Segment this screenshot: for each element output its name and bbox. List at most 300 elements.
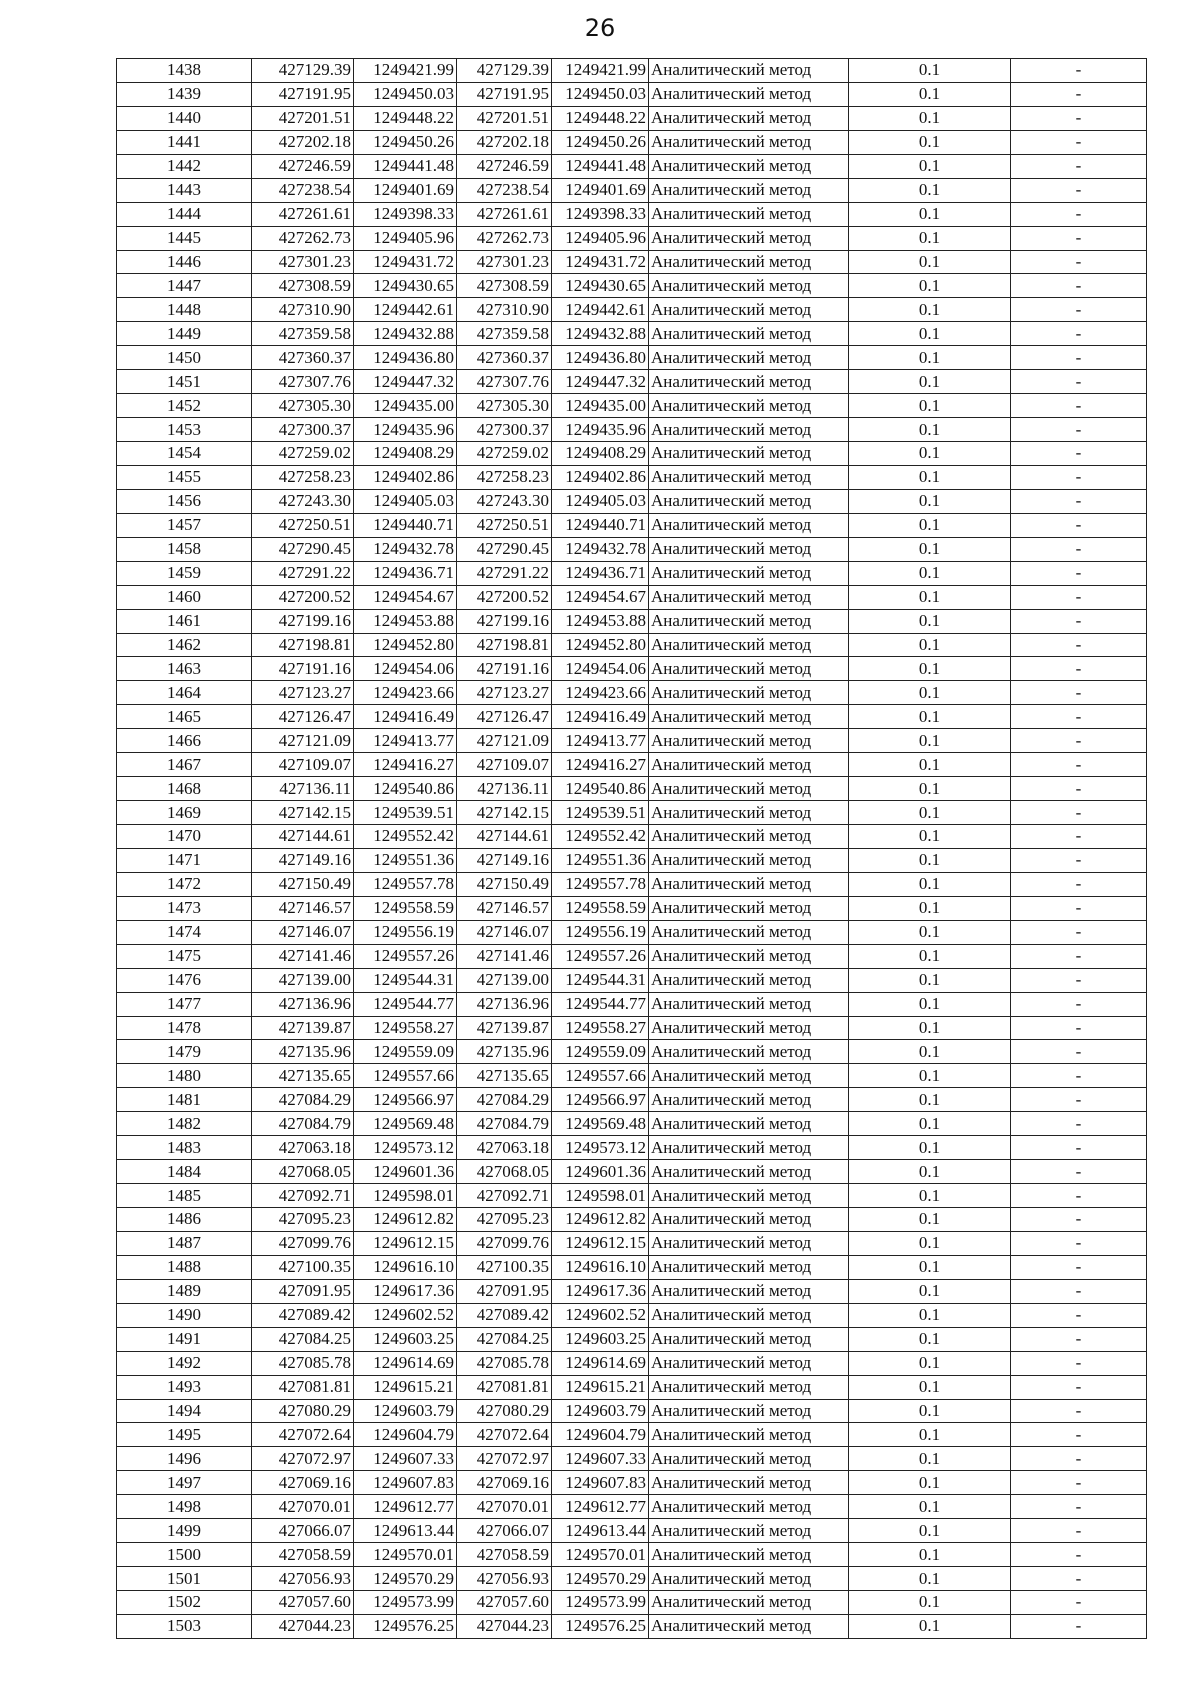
- note-cell: -: [1011, 465, 1147, 489]
- table-row: [117, 250, 1147, 274]
- x-coordinate-cell: 427068.05: [252, 1160, 354, 1184]
- x-coordinate-cell: 427136.11: [457, 777, 552, 801]
- point-number-cell: 1472: [117, 872, 252, 896]
- x-coordinate-cell: 427360.37: [252, 346, 354, 370]
- point-number-cell: 1464: [117, 681, 252, 705]
- note-cell: -: [1011, 1040, 1147, 1064]
- x-coordinate-cell: 427126.47: [252, 705, 354, 729]
- y-coordinate-cell: 1249432.88: [354, 322, 457, 346]
- accuracy-cell: 0.1: [849, 896, 1011, 920]
- x-coordinate-cell: 427291.22: [252, 561, 354, 585]
- method-cell: Аналитический метод: [649, 1136, 849, 1160]
- y-coordinate-cell: 1249430.65: [552, 274, 649, 298]
- y-coordinate-cell: 1249408.29: [354, 442, 457, 466]
- y-coordinate-cell: 1249601.36: [354, 1160, 457, 1184]
- x-coordinate-cell: 427066.07: [252, 1519, 354, 1543]
- x-coordinate-cell: 427146.57: [252, 896, 354, 920]
- x-coordinate-cell: 427072.97: [457, 1447, 552, 1471]
- x-coordinate-cell: 427198.81: [457, 633, 552, 657]
- y-coordinate-cell: 1249569.48: [354, 1112, 457, 1136]
- note-cell: -: [1011, 681, 1147, 705]
- x-coordinate-cell: 427056.93: [252, 1567, 354, 1591]
- table-row: [117, 154, 1147, 178]
- point-number-cell: 1462: [117, 633, 252, 657]
- y-coordinate-cell: 1249573.12: [552, 1136, 649, 1160]
- accuracy-cell: 0.1: [849, 705, 1011, 729]
- y-coordinate-cell: 1249539.51: [552, 801, 649, 825]
- x-coordinate-cell: 427089.42: [252, 1303, 354, 1327]
- y-coordinate-cell: 1249436.71: [552, 561, 649, 585]
- y-coordinate-cell: 1249551.36: [354, 848, 457, 872]
- note-cell: -: [1011, 489, 1147, 513]
- x-coordinate-cell: 427063.18: [457, 1136, 552, 1160]
- accuracy-cell: 0.1: [849, 1519, 1011, 1543]
- point-number-cell: 1463: [117, 657, 252, 681]
- y-coordinate-cell: 1249436.71: [354, 561, 457, 585]
- point-number-cell: 1499: [117, 1519, 252, 1543]
- y-coordinate-cell: 1249544.31: [552, 968, 649, 992]
- x-coordinate-cell: 427069.16: [252, 1471, 354, 1495]
- note-cell: -: [1011, 346, 1147, 370]
- note-cell: -: [1011, 1231, 1147, 1255]
- y-coordinate-cell: 1249614.69: [552, 1351, 649, 1375]
- y-coordinate-cell: 1249603.25: [354, 1327, 457, 1351]
- y-coordinate-cell: 1249454.67: [354, 585, 457, 609]
- x-coordinate-cell: 427081.81: [457, 1375, 552, 1399]
- accuracy-cell: 0.1: [849, 872, 1011, 896]
- method-cell: Аналитический метод: [649, 1591, 849, 1615]
- note-cell: -: [1011, 1208, 1147, 1232]
- x-coordinate-cell: 427072.97: [252, 1447, 354, 1471]
- x-coordinate-cell: 427149.16: [252, 848, 354, 872]
- method-cell: Аналитический метод: [649, 130, 849, 154]
- point-number-cell: 1442: [117, 154, 252, 178]
- accuracy-cell: 0.1: [849, 1399, 1011, 1423]
- method-cell: Аналитический метод: [649, 202, 849, 226]
- y-coordinate-cell: 1249435.96: [354, 418, 457, 442]
- x-coordinate-cell: 427238.54: [252, 178, 354, 202]
- y-coordinate-cell: 1249612.15: [552, 1231, 649, 1255]
- y-coordinate-cell: 1249617.36: [552, 1279, 649, 1303]
- y-coordinate-cell: 1249607.83: [354, 1471, 457, 1495]
- y-coordinate-cell: 1249416.49: [354, 705, 457, 729]
- x-coordinate-cell: 427057.60: [252, 1591, 354, 1615]
- note-cell: -: [1011, 1375, 1147, 1399]
- note-cell: -: [1011, 920, 1147, 944]
- table-row: [117, 1591, 1147, 1615]
- y-coordinate-cell: 1249558.27: [552, 1016, 649, 1040]
- method-cell: Аналитический метод: [649, 106, 849, 130]
- point-number-cell: 1487: [117, 1231, 252, 1255]
- accuracy-cell: 0.1: [849, 1040, 1011, 1064]
- accuracy-cell: 0.1: [849, 322, 1011, 346]
- table-row: [117, 59, 1147, 83]
- y-coordinate-cell: 1249416.27: [552, 753, 649, 777]
- y-coordinate-cell: 1249405.03: [552, 489, 649, 513]
- y-coordinate-cell: 1249613.44: [354, 1519, 457, 1543]
- point-number-cell: 1498: [117, 1495, 252, 1519]
- y-coordinate-cell: 1249448.22: [354, 106, 457, 130]
- x-coordinate-cell: 427290.45: [457, 537, 552, 561]
- accuracy-cell: 0.1: [849, 1064, 1011, 1088]
- y-coordinate-cell: 1249598.01: [552, 1184, 649, 1208]
- y-coordinate-cell: 1249435.96: [552, 418, 649, 442]
- method-cell: Аналитический метод: [649, 154, 849, 178]
- x-coordinate-cell: 427191.16: [252, 657, 354, 681]
- y-coordinate-cell: 1249401.69: [552, 178, 649, 202]
- y-coordinate-cell: 1249454.06: [552, 657, 649, 681]
- x-coordinate-cell: 427080.29: [457, 1399, 552, 1423]
- x-coordinate-cell: 427123.27: [252, 681, 354, 705]
- table-row: [117, 178, 1147, 202]
- x-coordinate-cell: 427200.52: [252, 585, 354, 609]
- accuracy-cell: 0.1: [849, 1351, 1011, 1375]
- y-coordinate-cell: 1249441.48: [552, 154, 649, 178]
- method-cell: Аналитический метод: [649, 657, 849, 681]
- point-number-cell: 1486: [117, 1208, 252, 1232]
- x-coordinate-cell: 427308.59: [457, 274, 552, 298]
- x-coordinate-cell: 427301.23: [252, 250, 354, 274]
- accuracy-cell: 0.1: [849, 489, 1011, 513]
- accuracy-cell: 0.1: [849, 1184, 1011, 1208]
- accuracy-cell: 0.1: [849, 1567, 1011, 1591]
- y-coordinate-cell: 1249557.26: [354, 944, 457, 968]
- x-coordinate-cell: 427261.61: [252, 202, 354, 226]
- note-cell: -: [1011, 394, 1147, 418]
- note-cell: -: [1011, 1016, 1147, 1040]
- point-number-cell: 1495: [117, 1423, 252, 1447]
- point-number-cell: 1483: [117, 1136, 252, 1160]
- x-coordinate-cell: 427199.16: [457, 609, 552, 633]
- x-coordinate-cell: 427100.35: [457, 1255, 552, 1279]
- y-coordinate-cell: 1249432.78: [354, 537, 457, 561]
- accuracy-cell: 0.1: [849, 1471, 1011, 1495]
- note-cell: -: [1011, 1447, 1147, 1471]
- y-coordinate-cell: 1249601.36: [552, 1160, 649, 1184]
- point-number-cell: 1439: [117, 82, 252, 106]
- x-coordinate-cell: 427126.47: [457, 705, 552, 729]
- note-cell: -: [1011, 154, 1147, 178]
- y-coordinate-cell: 1249576.25: [552, 1614, 649, 1638]
- y-coordinate-cell: 1249566.97: [354, 1088, 457, 1112]
- x-coordinate-cell: 427084.79: [252, 1112, 354, 1136]
- accuracy-cell: 0.1: [849, 1208, 1011, 1232]
- point-number-cell: 1489: [117, 1279, 252, 1303]
- note-cell: -: [1011, 896, 1147, 920]
- table-row: [117, 1399, 1147, 1423]
- table-row: [117, 825, 1147, 849]
- x-coordinate-cell: 427259.02: [457, 442, 552, 466]
- y-coordinate-cell: 1249576.25: [354, 1614, 457, 1638]
- table-row: [117, 322, 1147, 346]
- x-coordinate-cell: 427307.76: [457, 370, 552, 394]
- table-row: [117, 1160, 1147, 1184]
- point-number-cell: 1479: [117, 1040, 252, 1064]
- method-cell: Аналитический метод: [649, 394, 849, 418]
- method-cell: Аналитический метод: [649, 1423, 849, 1447]
- x-coordinate-cell: 427290.45: [252, 537, 354, 561]
- note-cell: -: [1011, 801, 1147, 825]
- x-coordinate-cell: 427142.15: [252, 801, 354, 825]
- table-row: [117, 1255, 1147, 1279]
- x-coordinate-cell: 427085.78: [252, 1351, 354, 1375]
- x-coordinate-cell: 427136.96: [252, 992, 354, 1016]
- point-number-cell: 1481: [117, 1088, 252, 1112]
- table-row: [117, 1064, 1147, 1088]
- table-row: [117, 1327, 1147, 1351]
- table-row: [117, 1040, 1147, 1064]
- x-coordinate-cell: 427199.16: [252, 609, 354, 633]
- y-coordinate-cell: 1249607.83: [552, 1471, 649, 1495]
- y-coordinate-cell: 1249558.27: [354, 1016, 457, 1040]
- method-cell: Аналитический метод: [649, 1495, 849, 1519]
- x-coordinate-cell: 427141.46: [252, 944, 354, 968]
- x-coordinate-cell: 427099.76: [252, 1231, 354, 1255]
- point-number-cell: 1491: [117, 1327, 252, 1351]
- note-cell: -: [1011, 130, 1147, 154]
- y-coordinate-cell: 1249570.29: [354, 1567, 457, 1591]
- point-number-cell: 1466: [117, 729, 252, 753]
- x-coordinate-cell: 427066.07: [457, 1519, 552, 1543]
- point-number-cell: 1476: [117, 968, 252, 992]
- x-coordinate-cell: 427135.96: [457, 1040, 552, 1064]
- table-row: [117, 1208, 1147, 1232]
- note-cell: -: [1011, 106, 1147, 130]
- x-coordinate-cell: 427307.76: [252, 370, 354, 394]
- table-row: [117, 418, 1147, 442]
- y-coordinate-cell: 1249416.27: [354, 753, 457, 777]
- point-number-cell: 1468: [117, 777, 252, 801]
- x-coordinate-cell: 427202.18: [457, 130, 552, 154]
- y-coordinate-cell: 1249603.79: [552, 1399, 649, 1423]
- y-coordinate-cell: 1249552.42: [354, 825, 457, 849]
- accuracy-cell: 0.1: [849, 226, 1011, 250]
- page-number: 26: [584, 14, 616, 42]
- coordinates-table: [116, 58, 1147, 1639]
- y-coordinate-cell: 1249604.79: [354, 1423, 457, 1447]
- table-row: [117, 585, 1147, 609]
- note-cell: -: [1011, 777, 1147, 801]
- y-coordinate-cell: 1249612.82: [354, 1208, 457, 1232]
- point-number-cell: 1501: [117, 1567, 252, 1591]
- x-coordinate-cell: 427123.27: [457, 681, 552, 705]
- point-number-cell: 1444: [117, 202, 252, 226]
- method-cell: Аналитический метод: [649, 1375, 849, 1399]
- note-cell: -: [1011, 537, 1147, 561]
- table-row: [117, 705, 1147, 729]
- table-row: [117, 1136, 1147, 1160]
- point-number-cell: 1455: [117, 465, 252, 489]
- x-coordinate-cell: 427191.95: [457, 82, 552, 106]
- table-body: [117, 59, 1147, 1639]
- accuracy-cell: 0.1: [849, 681, 1011, 705]
- method-cell: Аналитический метод: [649, 346, 849, 370]
- x-coordinate-cell: 427250.51: [457, 513, 552, 537]
- x-coordinate-cell: 427056.93: [457, 1567, 552, 1591]
- y-coordinate-cell: 1249401.69: [354, 178, 457, 202]
- method-cell: Аналитический метод: [649, 1112, 849, 1136]
- table-row: [117, 1495, 1147, 1519]
- y-coordinate-cell: 1249598.01: [354, 1184, 457, 1208]
- x-coordinate-cell: 427139.00: [252, 968, 354, 992]
- x-coordinate-cell: 427100.35: [252, 1255, 354, 1279]
- accuracy-cell: 0.1: [849, 944, 1011, 968]
- table-row: [117, 1016, 1147, 1040]
- note-cell: -: [1011, 1255, 1147, 1279]
- y-coordinate-cell: 1249558.59: [354, 896, 457, 920]
- note-cell: -: [1011, 705, 1147, 729]
- note-cell: -: [1011, 729, 1147, 753]
- table-row: [117, 896, 1147, 920]
- table-row: [117, 298, 1147, 322]
- y-coordinate-cell: 1249615.21: [552, 1375, 649, 1399]
- accuracy-cell: 0.1: [849, 729, 1011, 753]
- y-coordinate-cell: 1249447.32: [552, 370, 649, 394]
- y-coordinate-cell: 1249613.44: [552, 1519, 649, 1543]
- note-cell: -: [1011, 633, 1147, 657]
- method-cell: Аналитический метод: [649, 513, 849, 537]
- x-coordinate-cell: 427068.05: [457, 1160, 552, 1184]
- y-coordinate-cell: 1249570.01: [354, 1543, 457, 1567]
- x-coordinate-cell: 427243.30: [252, 489, 354, 513]
- point-number-cell: 1482: [117, 1112, 252, 1136]
- method-cell: Аналитический метод: [649, 968, 849, 992]
- y-coordinate-cell: 1249436.80: [552, 346, 649, 370]
- x-coordinate-cell: 427057.60: [457, 1591, 552, 1615]
- y-coordinate-cell: 1249557.26: [552, 944, 649, 968]
- method-cell: Аналитический метод: [649, 1255, 849, 1279]
- y-coordinate-cell: 1249559.09: [552, 1040, 649, 1064]
- method-cell: Аналитический метод: [649, 1279, 849, 1303]
- accuracy-cell: 0.1: [849, 753, 1011, 777]
- point-number-cell: 1494: [117, 1399, 252, 1423]
- accuracy-cell: 0.1: [849, 346, 1011, 370]
- table-row: [117, 1351, 1147, 1375]
- y-coordinate-cell: 1249435.00: [354, 394, 457, 418]
- y-coordinate-cell: 1249413.77: [552, 729, 649, 753]
- x-coordinate-cell: 427139.00: [457, 968, 552, 992]
- table-row: [117, 226, 1147, 250]
- table-row: [117, 561, 1147, 585]
- y-coordinate-cell: 1249557.66: [354, 1064, 457, 1088]
- x-coordinate-cell: 427150.49: [457, 872, 552, 896]
- point-number-cell: 1469: [117, 801, 252, 825]
- x-coordinate-cell: 427084.79: [457, 1112, 552, 1136]
- note-cell: -: [1011, 322, 1147, 346]
- x-coordinate-cell: 427360.37: [457, 346, 552, 370]
- accuracy-cell: 0.1: [849, 465, 1011, 489]
- x-coordinate-cell: 427201.51: [457, 106, 552, 130]
- x-coordinate-cell: 427198.81: [252, 633, 354, 657]
- x-coordinate-cell: 427089.42: [457, 1303, 552, 1327]
- table-row: [117, 681, 1147, 705]
- accuracy-cell: 0.1: [849, 202, 1011, 226]
- table-row: [117, 442, 1147, 466]
- y-coordinate-cell: 1249552.42: [552, 825, 649, 849]
- method-cell: Аналитический метод: [649, 59, 849, 83]
- y-coordinate-cell: 1249442.61: [552, 298, 649, 322]
- y-coordinate-cell: 1249431.72: [552, 250, 649, 274]
- method-cell: Аналитический метод: [649, 561, 849, 585]
- table-row: [117, 465, 1147, 489]
- method-cell: Аналитический метод: [649, 370, 849, 394]
- point-number-cell: 1471: [117, 848, 252, 872]
- accuracy-cell: 0.1: [849, 920, 1011, 944]
- table-row: [117, 1088, 1147, 1112]
- accuracy-cell: 0.1: [849, 633, 1011, 657]
- x-coordinate-cell: 427262.73: [252, 226, 354, 250]
- point-number-cell: 1465: [117, 705, 252, 729]
- method-cell: Аналитический метод: [649, 896, 849, 920]
- y-coordinate-cell: 1249454.06: [354, 657, 457, 681]
- note-cell: -: [1011, 1614, 1147, 1638]
- table-row: [117, 753, 1147, 777]
- point-number-cell: 1449: [117, 322, 252, 346]
- y-coordinate-cell: 1249440.71: [354, 513, 457, 537]
- y-coordinate-cell: 1249440.71: [552, 513, 649, 537]
- y-coordinate-cell: 1249450.03: [354, 82, 457, 106]
- method-cell: Аналитический метод: [649, 298, 849, 322]
- accuracy-cell: 0.1: [849, 1447, 1011, 1471]
- note-cell: -: [1011, 968, 1147, 992]
- method-cell: Аналитический метод: [649, 418, 849, 442]
- y-coordinate-cell: 1249557.66: [552, 1064, 649, 1088]
- point-number-cell: 1450: [117, 346, 252, 370]
- accuracy-cell: 0.1: [849, 561, 1011, 585]
- method-cell: Аналитический метод: [649, 1016, 849, 1040]
- x-coordinate-cell: 427305.30: [457, 394, 552, 418]
- y-coordinate-cell: 1249612.15: [354, 1231, 457, 1255]
- accuracy-cell: 0.1: [849, 1303, 1011, 1327]
- method-cell: Аналитический метод: [649, 872, 849, 896]
- accuracy-cell: 0.1: [849, 1327, 1011, 1351]
- note-cell: -: [1011, 825, 1147, 849]
- y-coordinate-cell: 1249607.33: [354, 1447, 457, 1471]
- table-row: [117, 801, 1147, 825]
- point-number-cell: 1493: [117, 1375, 252, 1399]
- x-coordinate-cell: 427261.61: [457, 202, 552, 226]
- x-coordinate-cell: 427091.95: [252, 1279, 354, 1303]
- y-coordinate-cell: 1249398.33: [354, 202, 457, 226]
- x-coordinate-cell: 427084.25: [457, 1327, 552, 1351]
- x-coordinate-cell: 427085.78: [457, 1351, 552, 1375]
- x-coordinate-cell: 427109.07: [252, 753, 354, 777]
- y-coordinate-cell: 1249603.25: [552, 1327, 649, 1351]
- y-coordinate-cell: 1249602.52: [552, 1303, 649, 1327]
- x-coordinate-cell: 427359.58: [252, 322, 354, 346]
- y-coordinate-cell: 1249617.36: [354, 1279, 457, 1303]
- table-row: [117, 872, 1147, 896]
- note-cell: -: [1011, 1303, 1147, 1327]
- x-coordinate-cell: 427063.18: [252, 1136, 354, 1160]
- y-coordinate-cell: 1249413.77: [354, 729, 457, 753]
- x-coordinate-cell: 427136.96: [457, 992, 552, 1016]
- x-coordinate-cell: 427136.11: [252, 777, 354, 801]
- y-coordinate-cell: 1249557.78: [552, 872, 649, 896]
- accuracy-cell: 0.1: [849, 274, 1011, 298]
- point-number-cell: 1453: [117, 418, 252, 442]
- x-coordinate-cell: 427084.29: [457, 1088, 552, 1112]
- method-cell: Аналитический метод: [649, 250, 849, 274]
- point-number-cell: 1458: [117, 537, 252, 561]
- note-cell: -: [1011, 1279, 1147, 1303]
- accuracy-cell: 0.1: [849, 1255, 1011, 1279]
- point-number-cell: 1461: [117, 609, 252, 633]
- note-cell: -: [1011, 178, 1147, 202]
- x-coordinate-cell: 427129.39: [252, 59, 354, 83]
- accuracy-cell: 0.1: [849, 537, 1011, 561]
- y-coordinate-cell: 1249423.66: [552, 681, 649, 705]
